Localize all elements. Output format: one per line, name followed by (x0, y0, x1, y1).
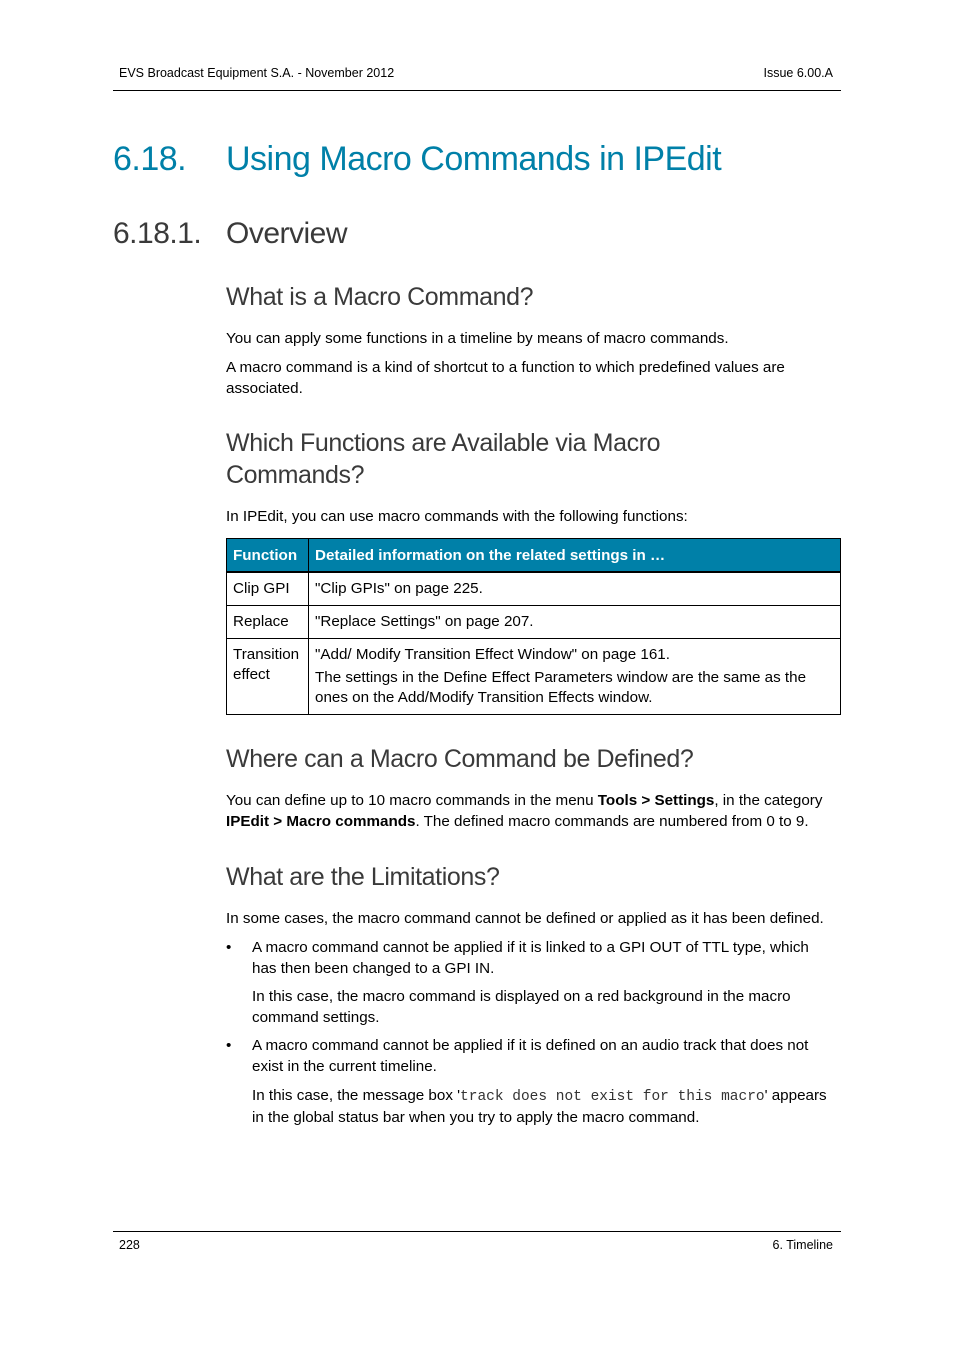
bullet-icon: • (226, 1037, 232, 1054)
table-cell-note: The settings in the Define Effect Parameters window are the same as the ones on the Add/Modify Transition Effects window. (315, 669, 807, 706)
paragraph-limits-intro: In some cases, the macro command cannot be defined or applied as it has been defined. (226, 910, 824, 927)
paragraph-what-2: A macro command is a kind of shortcut to a function to which predefined values are associated. (226, 359, 785, 397)
note-text-pre: In this case, the message box ' (252, 1087, 461, 1104)
header-issue: Issue 6.00.A (763, 66, 833, 80)
bullet-icon: • (226, 939, 232, 956)
functions-table (226, 538, 841, 715)
table-cell-link[interactable]: "Clip GPIs" on page 225. (309, 572, 841, 606)
subheading-limitations: What are the Limitations? (226, 863, 500, 891)
status-message-code: track does not exist for this macro (460, 1089, 765, 1105)
function-line2: effect (233, 666, 270, 683)
note-text-post: ' appears in the global status bar when you try to apply the macro command. (252, 1087, 827, 1126)
section-heading (113, 217, 347, 251)
table-header-row (227, 539, 841, 573)
chapter-title: Using Macro Commands in IPEdit (226, 140, 722, 178)
subheading-what-is: What is a Macro Command? (226, 283, 534, 311)
paragraph-where (226, 791, 841, 832)
table-row (227, 639, 841, 715)
subheading-which-functions (226, 427, 660, 491)
where-text-3: . The defined macro commands are numbered from 0 to 9. (415, 812, 809, 830)
bullet-note: In this case, the macro command is displayed on a red background in the macro command settings. (252, 988, 791, 1026)
chapter-heading (113, 140, 721, 179)
bullet-text: A macro command cannot be applied if it is linked to a GPI OUT of TTL type, which has then been changed to a GPI IN. (252, 939, 809, 977)
table-row (227, 606, 841, 639)
subheading-where-defined: Where can a Macro Command be Defined? (226, 745, 694, 773)
paragraph-which-intro: In IPEdit, you can use macro commands with the following functions: (226, 508, 688, 525)
table-cell-function: Replace (227, 606, 309, 639)
table-cell-function (227, 639, 309, 715)
table-cell-link[interactable]: "Replace Settings" on page 207. (309, 606, 841, 639)
where-category-path: IPEdit > Macro commands (226, 812, 416, 830)
header-doc-info: EVS Broadcast Equipment S.A. - November 2012 (119, 66, 395, 80)
function-line1: Transition (233, 646, 300, 663)
subheading-which-line1: Which Functions are Available via Macro (226, 429, 661, 457)
section-number: 6.18.1. (113, 217, 202, 250)
footer-rule (113, 1231, 841, 1232)
where-menu-path: Tools > Settings (597, 792, 715, 809)
table-cell-link[interactable]: "Add/ Modify Transition Effect Window" on page 161. (315, 646, 670, 663)
table-header-function: Function (227, 539, 309, 573)
table-header-details: Detailed information on the related settings in … (309, 539, 841, 573)
where-text-1: You can define up to 10 macro commands in the menu (226, 792, 598, 809)
section-title: Overview (226, 217, 348, 250)
subheading-which-line2: Commands? (226, 461, 365, 489)
table-cell-function: Clip GPI (227, 572, 309, 606)
table-row (227, 572, 841, 606)
bullet-text: A macro command cannot be applied if it is defined on an audio track that does not exist in the current timeline. (252, 1037, 809, 1075)
page-number: 228 (119, 1238, 140, 1252)
header-rule (113, 90, 841, 91)
bullet-note (252, 1086, 842, 1128)
paragraph-what-1: You can apply some functions in a timeline by means of macro commands. (226, 330, 729, 347)
where-text-2: , in the category (714, 792, 823, 809)
table-cell-details (309, 639, 841, 715)
footer-chapter: 6. Timeline (772, 1238, 833, 1252)
chapter-number: 6.18. (113, 140, 187, 178)
